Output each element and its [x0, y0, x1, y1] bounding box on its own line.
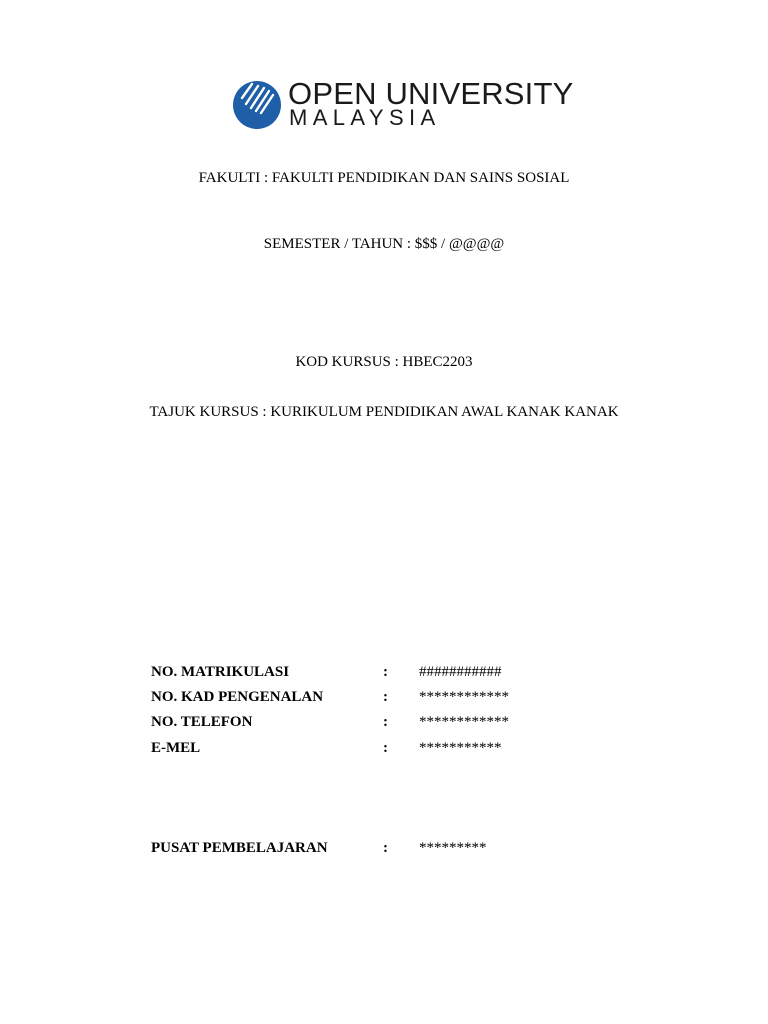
email-label: E-MEL — [151, 740, 201, 756]
ic-label: NO. KAD PENGENALAN — [151, 689, 324, 705]
matric-label: NO. MATRIKULASI — [151, 664, 290, 680]
course-title-line: TAJUK KURSUS : KURIKULUM PENDIDIKAN AWAL KANAK KANAK — [149, 404, 619, 420]
logo-text-open-university: OPEN UNIVERSITY — [288, 76, 574, 111]
ic-colon: : — [383, 689, 388, 705]
matric-value: ########### — [419, 664, 502, 680]
logo-text-malaysia: MALAYSIA — [289, 105, 441, 130]
learning-center-label: PUSAT PEMBELAJARAN — [151, 840, 328, 856]
email-colon: : — [383, 740, 388, 756]
matric-colon: : — [383, 664, 388, 680]
phone-value: ************ — [419, 714, 509, 730]
learning-center-value: ********* — [419, 840, 487, 856]
ic-value: ************ — [419, 689, 509, 705]
oum-globe-icon — [232, 80, 282, 130]
phone-label: NO. TELEFON — [151, 714, 253, 730]
course-code-line: KOD KURSUS : HBEC2203 — [295, 354, 473, 370]
learning-center-colon: : — [383, 840, 388, 856]
phone-colon: : — [383, 714, 388, 730]
email-value: *********** — [419, 740, 502, 756]
semester-line: SEMESTER / TAHUN : $$$ / @@@@ — [263, 236, 505, 252]
university-logo — [232, 76, 574, 134]
faculty-line: FAKULTI : FAKULTI PENDIDIKAN DAN SAINS SOSIAL — [198, 170, 570, 186]
